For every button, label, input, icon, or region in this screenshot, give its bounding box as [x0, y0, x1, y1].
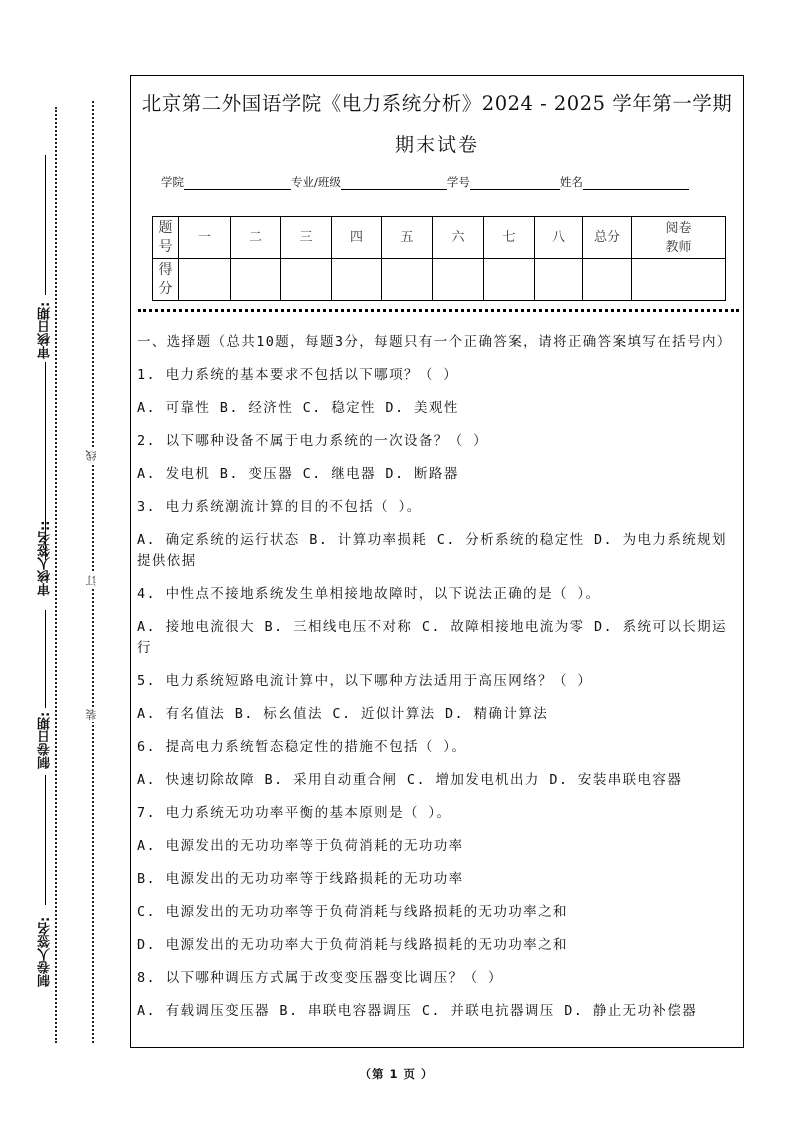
question-option-a: A. 电源发出的无功功率等于负荷消耗的无功功率: [137, 838, 464, 854]
preparer-signature-label: 制卷人签名:: [38, 916, 53, 988]
score-cell-total[interactable]: [583, 259, 632, 301]
question-options: A. 可靠性 B. 经济性 C. 稳定性 D. 美观性: [137, 400, 459, 416]
questions-section: [137, 332, 737, 1034]
college-label: 学院: [161, 175, 184, 189]
student-info-row: [161, 174, 689, 190]
score-cell[interactable]: [281, 259, 332, 301]
column-header: 七: [484, 217, 535, 259]
question-stem: 7. 电力系统无功功率平衡的基本原则是（ ）。: [137, 805, 452, 821]
score-cell[interactable]: [433, 259, 484, 301]
column-header: 四: [332, 217, 382, 259]
section-heading: 一、选择题（总共10题，每题3分，每题只有一个正确答案，请将正确答案填写在括号内）: [137, 334, 732, 350]
score-cell[interactable]: [332, 259, 382, 301]
question-options: A. 确定系统的运行状态 B. 计算功率损耗 C. 分析系统的稳定性 D. 为电力系统规划提供依据: [137, 532, 727, 569]
binding-dotted-line-outer: [55, 107, 57, 1043]
score-cell[interactable]: [484, 259, 535, 301]
review-date-line: [45, 155, 46, 295]
question-options: A. 有名值法 B. 标幺值法 C. 近似计算法 D. 精确计算法: [137, 706, 549, 722]
separator-dotted-line: [138, 309, 739, 312]
column-header: 二: [231, 217, 281, 259]
question-options: A. 接地电流很大 B. 三相线电压不对称 C. 故障相接地电流为零 D. 系统可以长期运行: [137, 619, 727, 656]
student-id-field[interactable]: [470, 177, 560, 190]
binding-margin: [0, 0, 128, 1122]
score-table-score-row: [153, 259, 726, 301]
cut-mark-bind: 订: [85, 573, 101, 588]
question-stem: 1. 电力系统的基本要求不包括以下哪项？（ ）: [137, 367, 459, 383]
college-field[interactable]: [184, 177, 291, 190]
column-header: 五: [382, 217, 433, 259]
score-cell[interactable]: [231, 259, 281, 301]
question-options: A. 发电机 B. 变压器 C. 继电器 D. 断路器: [137, 466, 459, 482]
score-cell[interactable]: [382, 259, 433, 301]
question-option-d: D. 电源发出的无功功率大于负荷消耗与线路损耗的无功功率之和: [137, 937, 568, 953]
review-date-label: 审核日期:: [38, 301, 53, 359]
column-header-total: 总分: [583, 217, 632, 259]
question-stem: 5. 电力系统短路电流计算中，以下哪种方法适用于高压网络？（ ）: [137, 673, 593, 689]
question-options: A. 有载调压变压器 B. 串联电容器调压 C. 并联电抗器调压 D. 静止无功补偿器: [137, 1003, 698, 1019]
row-label-score: 得分: [153, 259, 179, 301]
column-header: 六: [433, 217, 484, 259]
cut-mark-line: 线: [85, 448, 101, 463]
name-label: 姓名: [559, 175, 583, 189]
binding-dotted-line-inner: [92, 101, 94, 1043]
question-option-b: B. 电源发出的无功功率等于线路损耗的无功功率: [137, 871, 464, 887]
question-stem: 8. 以下哪种调压方式属于改变变压器变比调压？（ ）: [137, 970, 503, 986]
score-table-header-row: [153, 217, 726, 259]
student-id-label: 学号: [446, 175, 470, 189]
prepare-date-label: 制卷日期:: [38, 711, 53, 769]
cut-mark-mount: 装: [85, 707, 101, 722]
column-header-grader: 阅卷教师: [632, 217, 726, 259]
exam-subtitle: 期末试卷: [394, 134, 479, 156]
reviewer-signature-label: 审核人签名::: [38, 520, 53, 596]
score-cell-grader[interactable]: [632, 259, 726, 301]
review-date-line-lower: [45, 362, 46, 484]
row-label-question-number: 题号: [153, 217, 179, 259]
major-class-label: 专业/班级: [291, 175, 341, 189]
exam-title: 北京第二外国语学院《电力系统分析》2024 - 2025 学年第一学期: [141, 92, 733, 115]
reviewer-signature-line-lower: [45, 610, 46, 708]
question-stem: 3. 电力系统潮流计算的目的不包括（ ）。: [137, 499, 422, 515]
exam-page: [130, 75, 744, 1048]
column-header: 八: [535, 217, 583, 259]
question-stem: 4. 中性点不接地系统发生单相接地故障时，以下说法正确的是（ ）。: [137, 586, 601, 602]
preparer-signature-line: [45, 775, 46, 905]
score-table: [152, 216, 726, 301]
score-cell[interactable]: [179, 259, 231, 301]
question-stem: 6. 提高电力系统暂态稳定性的措施不包括（ ）。: [137, 739, 467, 755]
column-header: 三: [281, 217, 332, 259]
question-options: A. 快速切除故障 B. 采用自动重合闸 C. 增加发电机出力 D. 安装串联电容器: [137, 772, 683, 788]
score-cell[interactable]: [535, 259, 583, 301]
name-field[interactable]: [583, 177, 689, 190]
question-stem: 2. 以下哪种设备不属于电力系统的一次设备？（ ）: [137, 433, 489, 449]
question-option-c: C. 电源发出的无功功率等于负荷消耗与线路损耗的无功功率之和: [137, 904, 568, 920]
column-header: 一: [179, 217, 231, 259]
major-class-field[interactable]: [341, 177, 447, 190]
page-number: （第 1 页 ）: [359, 1067, 434, 1081]
